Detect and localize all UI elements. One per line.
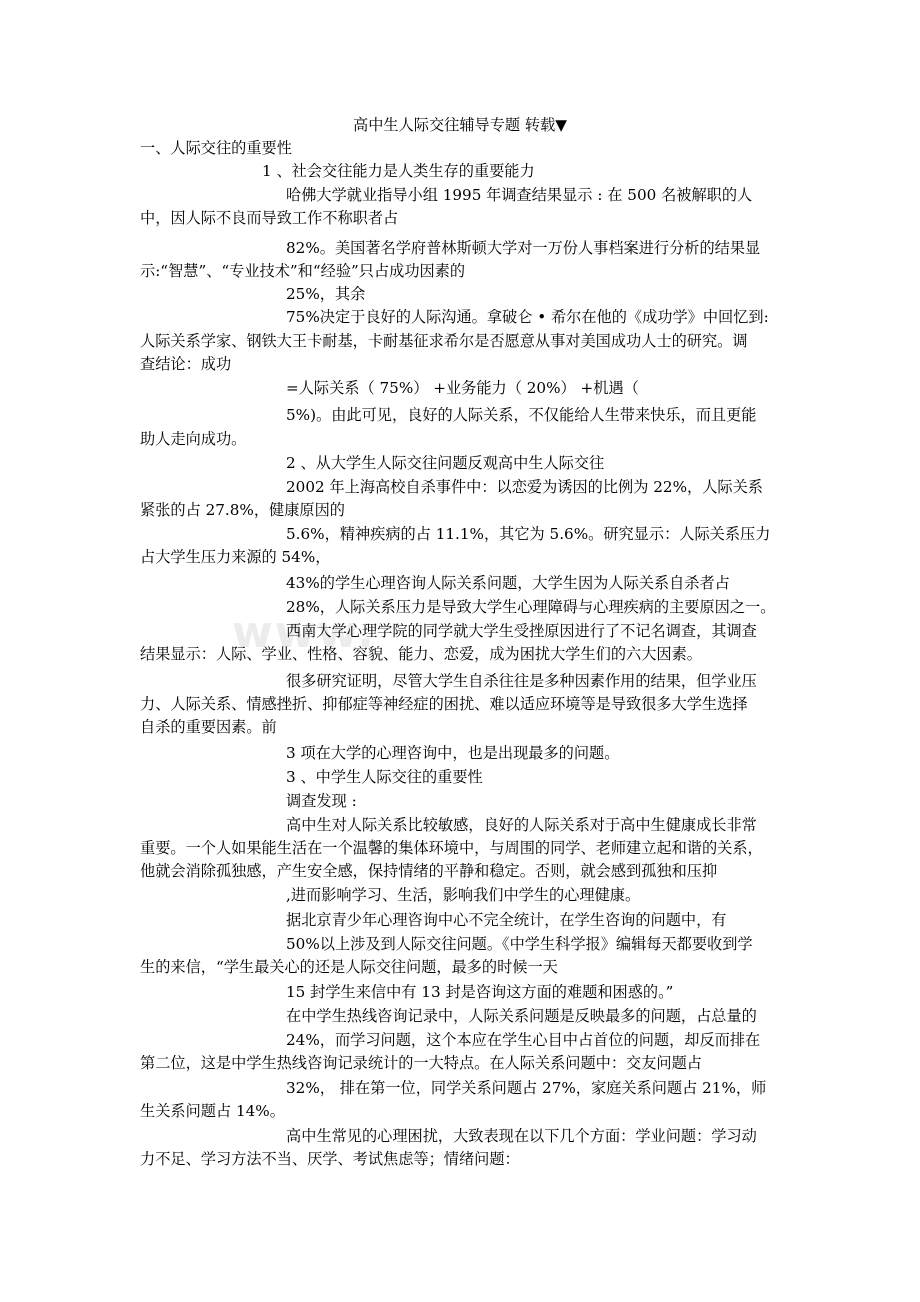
- paragraph-line: 5%)。由此可见，良好的人际关系，不仅能给人生带来快乐，而且更能: [286, 406, 757, 424]
- paragraph-line: 西南大学心理学院的同学就大学生受挫原因进行了不记名调查，其调查: [286, 622, 757, 640]
- paragraph-line: 自杀的重要因素。前: [140, 718, 277, 736]
- paragraph-line: 82%。美国著名学府普林斯顿大学对一万份人事档案进行分析的结果显: [286, 239, 761, 257]
- paragraph-line: =人际关系（ 75%） +业务能力（ 20%） +机遇（: [286, 379, 639, 397]
- paragraph-line: 第二位，这是中学生热线咨询记录统计的一大特点。在人际关系问题中：交友问题占: [140, 1054, 702, 1072]
- paragraph-line: 力不足、学习方法不当、厌学、考试焦虑等；情绪问题：: [140, 1150, 520, 1168]
- subsection-heading: 1 、社会交往能力是人类生存的重要能力: [262, 162, 535, 180]
- paragraph-line: 高中生常见的心理困扰，大致表现在以下几个方面：学业问题：学习动: [286, 1127, 757, 1145]
- paragraph-line: 占大学生压力来源的 54%，: [140, 548, 331, 566]
- paragraph-line: 查结论：成功: [140, 355, 232, 373]
- paragraph-line: 75%决定于良好的人际沟通。拿破仑 • 希尔在他的《成功学》中回忆到:: [286, 308, 769, 326]
- paragraph-line: 25%，其余: [286, 285, 366, 303]
- paragraph-line: 紧张的占 27.8%，健康原因的: [140, 501, 345, 519]
- paragraph-line: 生的来信，“学生最关心的还是人际交往问题，最多的时候一天: [140, 958, 558, 976]
- paragraph-line: 24%，而学习问题，这个本应在学生心目中占首位的问题，却反而排在: [286, 1031, 761, 1049]
- paragraph-line: 他就会消除孤独感，产生安全感，保持情绪的平静和稳定。否则，就会感到孤独和压抑: [140, 862, 718, 880]
- paragraph-line: 43%的学生心理咨询人际关系问题，大学生因为人际关系自杀者占: [286, 574, 730, 592]
- paragraph-line: 据北京青少年心理咨询中心不完全统计，在学生咨询的问题中，有: [286, 911, 727, 929]
- paragraph-line: 调查发现 :: [286, 792, 357, 810]
- paragraph-line: ,进而影响学习、生活，影响我们中学生的心理健康。: [286, 886, 641, 904]
- paragraph-line: 人际关系学家、钢铁大王卡耐基，卡耐基征求希尔是否愿意从事对美国成功人士的研究。调: [140, 332, 748, 350]
- paragraph-line: 力、人际关系、情感挫折、抑郁症等神经症的困扰、难以适应环境等是导致很多大学生选择: [140, 695, 748, 713]
- paragraph-line: 生关系问题占 14%。: [140, 1102, 285, 1120]
- paragraph-line: 助人走向成功。: [140, 430, 247, 448]
- paragraph-line: 哈佛大学就业指导小组 1995 年调查结果显示 : 在 500 名被解职的人: [286, 186, 753, 204]
- paragraph-line: 3 项在大学的心理咨询中，也是出现最多的问题。: [286, 744, 620, 762]
- subsection-heading: 3 、中学生人际交往的重要性: [286, 768, 483, 786]
- paragraph-line: 高中生对人际关系比较敏感，良好的人际关系对于高中生健康成长非常: [286, 816, 757, 834]
- document-title: 高中生人际交往辅导专题 转载▼: [353, 116, 567, 134]
- paragraph-line: 结果显示：人际、学业、性格、容貌、能力、恋爱，成为困扰大学生们的六大因素。: [140, 645, 702, 663]
- paragraph-line: 中，因人际不良而导致工作不称职者占: [140, 209, 399, 227]
- paragraph-line: 15 封学生来信中有 13 封是咨询这方面的难题和困惑的。”: [286, 983, 674, 1001]
- paragraph-line: 2002 年上海高校自杀事件中：以恋爱为诱因的比例为 22%，人际关系: [286, 478, 763, 496]
- subsection-heading: 2 、从大学生人际交往问题反观高中生人际交往: [286, 454, 605, 472]
- paragraph-line: 在中学生热线咨询记录中，人际关系问题是反映最多的问题，占总量的: [286, 1007, 757, 1025]
- paragraph-line: 示:“智慧”、“专业技术”和“经验”只占成功因素的: [140, 262, 466, 280]
- paragraph-line: 很多研究证明，尽管大学生自杀往往是多种因素作用的结果，但学业压: [286, 672, 757, 690]
- paragraph-line: 28%，人际关系压力是导致大学生心理障碍与心理疾病的主要原因之一。: [286, 598, 776, 616]
- section-heading: 一、人际交往的重要性: [140, 139, 292, 157]
- watermark: www.: [232, 607, 376, 658]
- paragraph-line: 32%， 排在第一位，同学关系问题占 27%，家庭关系问题占 21%，师: [286, 1079, 767, 1097]
- paragraph-line: 50%以上涉及到人际交往问题。《中学生科学报》编辑每天都要收到学: [286, 935, 753, 953]
- paragraph-line: 5.6%，精神疾病的占 11.1%，其它为 5.6%。研究显示：人际关系压力: [286, 525, 771, 543]
- paragraph-line: 重要。一个人如果能生活在一个温馨的集体环境中，与周围的同学、老师建立起和谐的关系，: [140, 839, 763, 857]
